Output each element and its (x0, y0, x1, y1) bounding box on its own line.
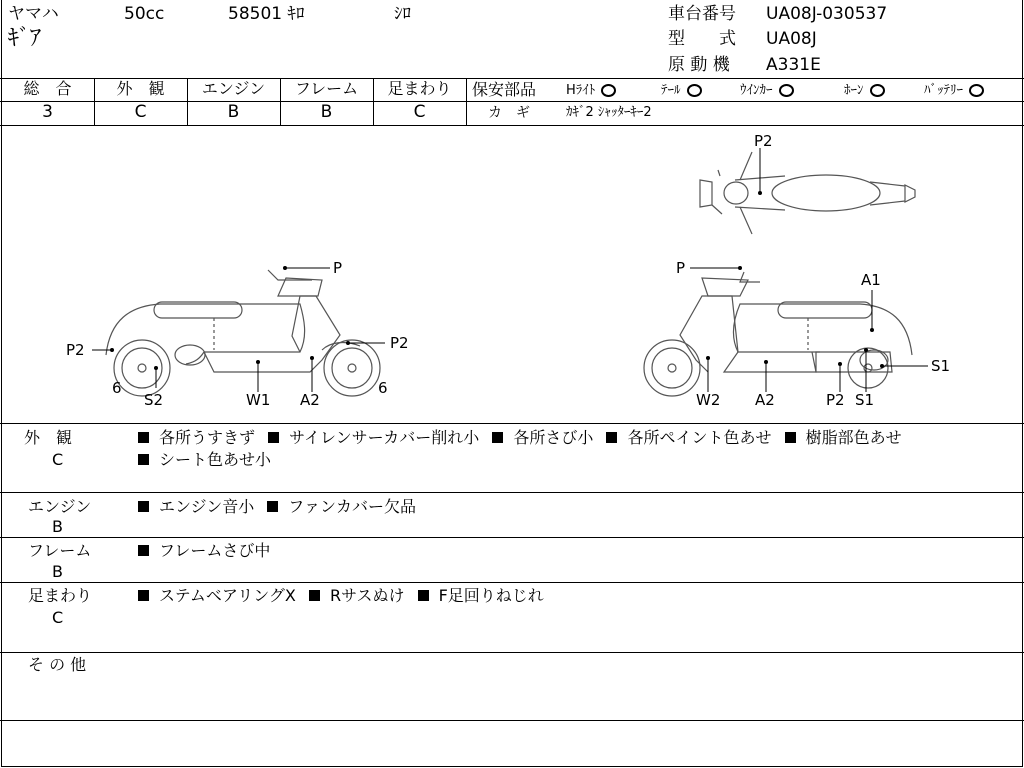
battery-ok-icon (969, 84, 984, 97)
engine-value: A331E (766, 55, 821, 75)
bullet-icon (606, 432, 617, 443)
notes-grade-frame: B (52, 562, 63, 581)
engine-label: 原 動 機 (668, 55, 730, 75)
notes-category-frame: フレーム (28, 541, 92, 560)
notes-category-exterior: 外 観 (24, 428, 73, 447)
bullet-icon (418, 590, 429, 601)
diagram-label-left-p2a: P2 (66, 341, 85, 359)
maker: ヤマハ (8, 4, 59, 24)
bullet-icon (138, 501, 149, 512)
bullet-icon (138, 545, 149, 556)
scooter-diagram (0, 126, 1024, 423)
bullet-icon (785, 432, 796, 443)
grade-header-suspension: 足まわり (387, 79, 452, 98)
type-label: 型 式 (668, 29, 736, 49)
grade-value-exterior: C (134, 102, 147, 122)
key-value: ｶｷﾞ2 ｼｬｯﾀｰｷｰ2 (566, 105, 652, 120)
winker-ok-icon (779, 84, 794, 97)
type-value: UA08J (766, 29, 817, 49)
horn-ok-icon (870, 84, 885, 97)
bullet-icon (267, 501, 278, 512)
tail-ok-icon (687, 84, 702, 97)
grade-value-overall: 3 (42, 102, 53, 122)
chassis-value: UA08J-030537 (766, 4, 888, 24)
scooter-left-view (106, 270, 380, 396)
bullet-icon (138, 432, 149, 443)
diagram-label-right-p2: P2 (826, 391, 845, 409)
grade-value-engine: B (227, 102, 240, 122)
grade-value-frame: B (320, 102, 333, 122)
bullet-icon (492, 432, 503, 443)
diagram-label-right-s1a: S1 (931, 357, 951, 375)
grade-header-engine: エンジン (201, 79, 266, 98)
diagram-label-right-p: P (676, 259, 686, 277)
safety-title: 保安部品 (472, 80, 537, 99)
bullet-icon (138, 454, 149, 465)
chassis-label: 車台番号 (668, 4, 736, 24)
safety-item-headlight: Hﾗｲﾄ (566, 84, 616, 97)
diagram-label-top-p2: P2 (754, 132, 773, 150)
diagram-label-left-s2: S2 (144, 391, 164, 409)
safety-item-battery: ﾊﾞｯﾃﾘｰ (924, 84, 984, 97)
displacement: 50cc (124, 4, 165, 24)
bullet-icon (268, 432, 279, 443)
notes-line-exterior-2: シート色あせ小 (138, 452, 271, 468)
safety-item-tail: ﾃｰﾙ (661, 84, 702, 97)
grade-header-exterior: 外 観 (116, 79, 165, 98)
notes-category-other: そ の 他 (28, 655, 87, 674)
notes-line-engine-1: エンジン音小 ファンカバー欠品 (138, 499, 416, 515)
headlight-ok-icon (601, 84, 616, 97)
diagram-label-left-a2: A2 (300, 391, 320, 409)
grade-header-overall: 総 合 (23, 79, 72, 98)
bullet-icon (309, 590, 320, 601)
diagram-label-right-a2: A2 (755, 391, 775, 409)
safety-item-winker: ｳｲﾝｶｰ (740, 84, 794, 97)
diagram-label-right-a1: A1 (861, 271, 881, 289)
notes-grade-engine: B (52, 517, 63, 536)
diagram-label-right-w2: W2 (696, 391, 721, 409)
notes-grade-exterior: C (52, 450, 64, 469)
diagram-label-left-6a: 6 (112, 379, 122, 397)
notes-grade-suspension: C (52, 608, 64, 627)
mileage: 58501 ｷﾛ (228, 4, 305, 24)
notes-line-exterior-1: 各所うすきず サイレンサーカバー削れ小 各所さび小 各所ペイント色あせ 樹脂部色あせ (138, 430, 902, 446)
bullet-icon (138, 590, 149, 601)
grade-header-frame: フレーム (294, 79, 359, 98)
diagram-label-left-p2b: P2 (390, 334, 409, 352)
key-label: カ ギ (488, 105, 530, 121)
grade-value-suspension: C (413, 102, 426, 122)
diagram-label-left-6b: 6 (378, 379, 388, 397)
color: ｼﾛ (394, 4, 411, 24)
notes-line-suspension-1: ステムベアリングX Rサスぬけ F足回りねじれ (138, 588, 544, 604)
diagram-label-right-s1b: S1 (855, 391, 875, 409)
notes-category-suspension: 足まわり (28, 586, 93, 605)
safety-item-horn: ﾎｰﾝ (844, 84, 885, 97)
model-name: ｷﾞｱ (8, 26, 42, 51)
notes-line-frame-1: フレームさび中 (138, 543, 270, 559)
scooter-top-view (700, 152, 915, 234)
diagram-label-left-w1: W1 (246, 391, 271, 409)
diagram-label-left-p: P (333, 259, 343, 277)
notes-category-engine: エンジン (28, 497, 92, 516)
